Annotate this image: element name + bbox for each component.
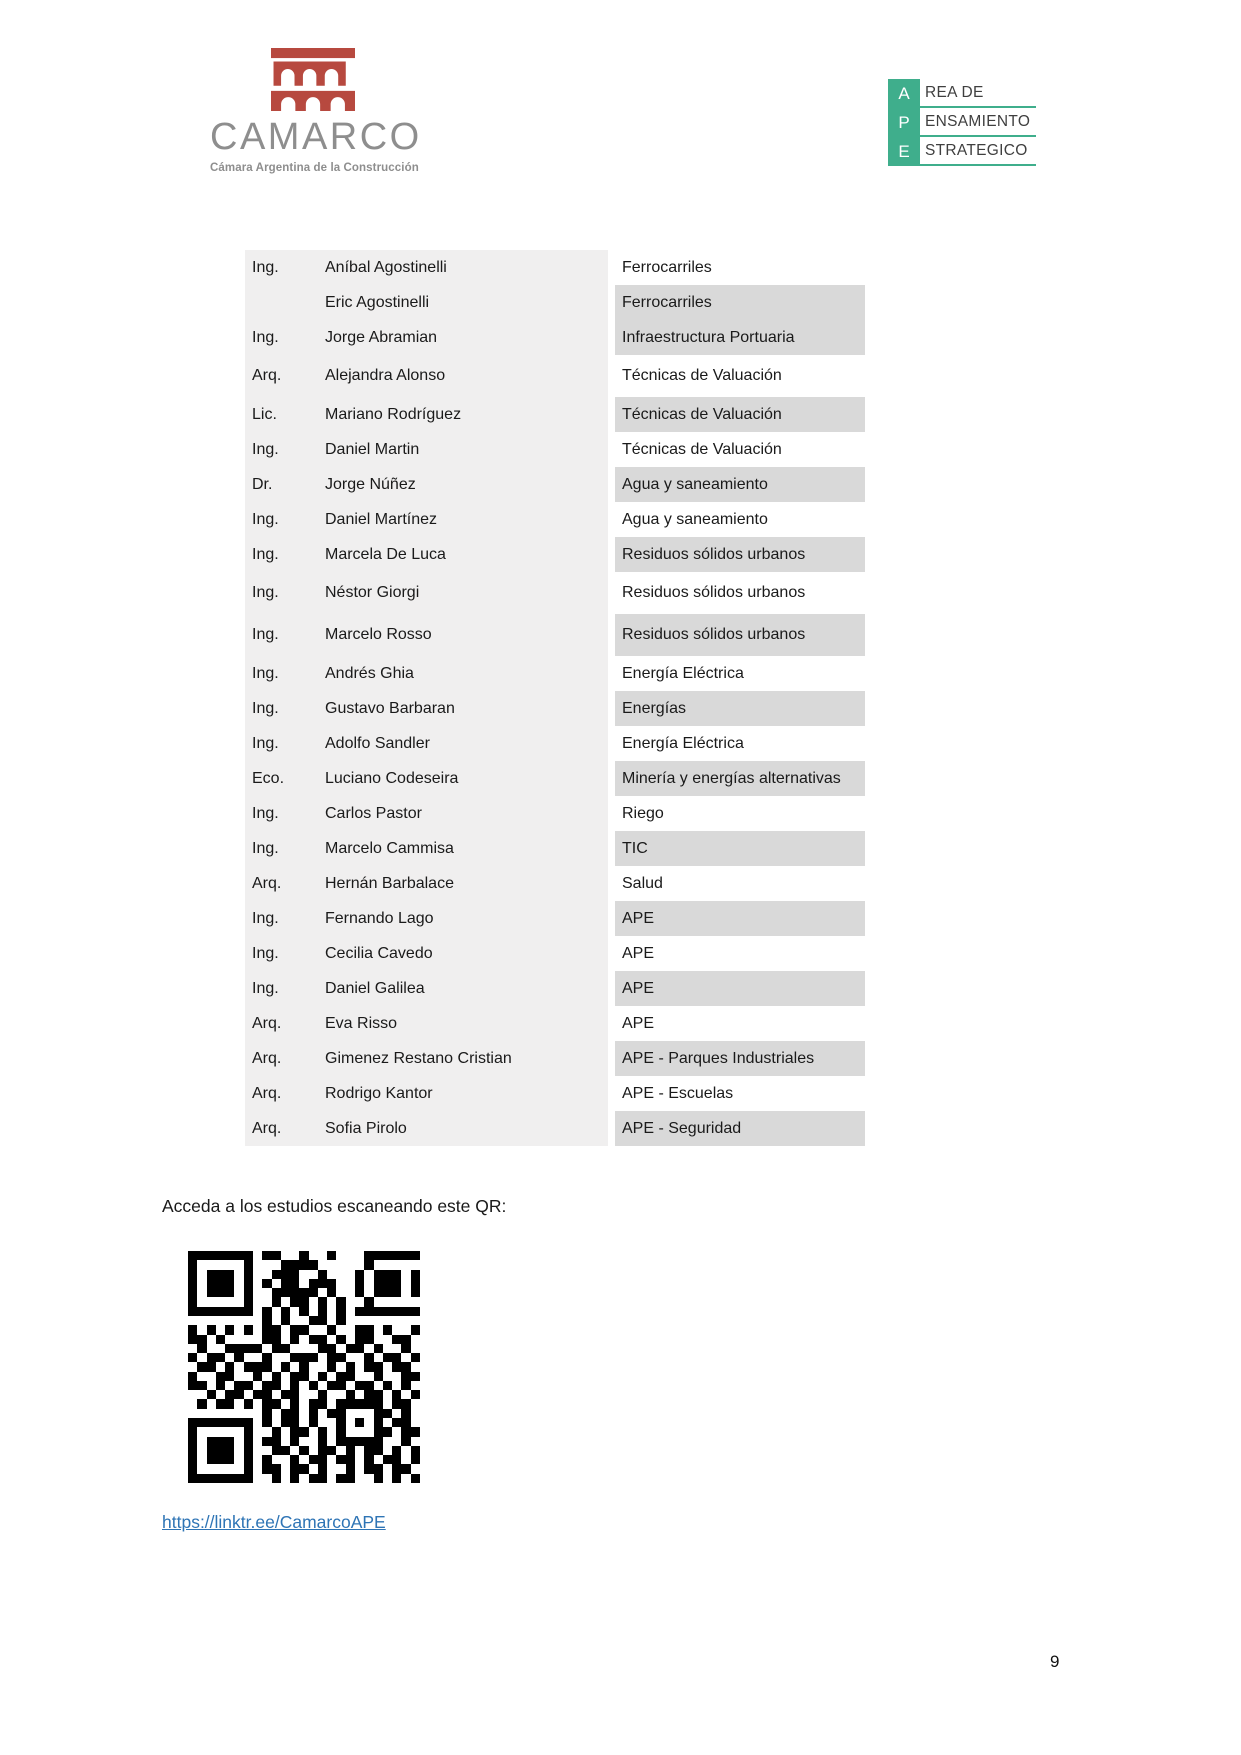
member-name: Hernán Barbalace (325, 866, 608, 901)
table-row (245, 726, 865, 761)
member-name: Aníbal Agostinelli (325, 250, 608, 285)
table-row (245, 614, 865, 656)
member-area: Agua y saneamiento (615, 467, 865, 502)
table-row (245, 250, 865, 285)
table-row (245, 831, 865, 866)
table-row (245, 656, 865, 691)
member-area: Ferrocarriles (615, 250, 865, 285)
member-name: Jorge Núñez (325, 467, 608, 502)
member-name: Andrés Ghia (325, 656, 608, 691)
table-row (245, 355, 865, 397)
member-name: Mariano Rodríguez (325, 397, 608, 432)
ape-letter-a: A (898, 83, 910, 103)
member-title: Ing. (245, 726, 325, 761)
column-gutter (608, 971, 615, 1006)
table-row (245, 320, 865, 355)
member-title: Eco. (245, 761, 325, 796)
member-name: Fernando Lago (325, 901, 608, 936)
ape-wordmark (920, 79, 1036, 166)
column-gutter (608, 397, 615, 432)
member-area: Residuos sólidos urbanos (615, 572, 865, 614)
member-name: Jorge Abramian (325, 320, 608, 355)
column-gutter (608, 537, 615, 572)
column-gutter (608, 1076, 615, 1111)
member-area: APE - Parques Industriales (615, 1041, 865, 1076)
column-gutter (608, 572, 615, 614)
aqueduct-icon (271, 48, 355, 111)
table-row (245, 761, 865, 796)
member-area: Técnicas de Valuación (615, 397, 865, 432)
member-name: Marcelo Cammisa (325, 831, 608, 866)
member-area: Infraestructura Portuaria (615, 320, 865, 355)
member-title: Ing. (245, 971, 325, 1006)
member-name: Marcelo Rosso (325, 614, 608, 656)
table-row (245, 866, 865, 901)
table-row (245, 936, 865, 971)
column-gutter (608, 936, 615, 971)
column-gutter (608, 614, 615, 656)
member-title: Ing. (245, 432, 325, 467)
column-gutter (608, 656, 615, 691)
ape-row-area: REA DE (920, 79, 1036, 108)
table-row (245, 537, 865, 572)
column-gutter (608, 726, 615, 761)
member-area: Técnicas de Valuación (615, 355, 865, 397)
table-row (245, 901, 865, 936)
table-row (245, 1006, 865, 1041)
table-row (245, 502, 865, 537)
linktree-link[interactable]: https://linktr.ee/CamarcoAPE (162, 1512, 386, 1532)
member-title: Ing. (245, 572, 325, 614)
table-row (245, 397, 865, 432)
ape-row-estrategico: STRATEGICO (920, 137, 1036, 166)
column-gutter (608, 320, 615, 355)
member-title: Ing. (245, 936, 325, 971)
column-gutter (608, 901, 615, 936)
member-title: Ing. (245, 796, 325, 831)
member-title: Ing. (245, 320, 325, 355)
column-gutter (608, 796, 615, 831)
member-name: Marcela De Luca (325, 537, 608, 572)
member-name: Carlos Pastor (325, 796, 608, 831)
member-name: Gimenez Restano Cristian (325, 1041, 608, 1076)
member-name: Cecilia Cavedo (325, 936, 608, 971)
member-area: APE (615, 936, 865, 971)
member-name: Luciano Codeseira (325, 761, 608, 796)
ape-green-bar (888, 79, 920, 166)
column-gutter (608, 502, 615, 537)
members-table (245, 250, 865, 1146)
member-name: Rodrigo Kantor (325, 1076, 608, 1111)
member-name: Eva Risso (325, 1006, 608, 1041)
member-name: Sofia Pirolo (325, 1111, 608, 1146)
column-gutter (608, 250, 615, 285)
member-area: APE (615, 1006, 865, 1041)
camarco-wordmark: CAMARCO (210, 116, 422, 158)
page-number: 9 (1050, 1652, 1060, 1671)
column-gutter (608, 831, 615, 866)
table-row (245, 691, 865, 726)
member-title: Arq. (245, 1006, 325, 1041)
member-area: APE - Seguridad (615, 1111, 865, 1146)
member-area: Energía Eléctrica (615, 726, 865, 761)
column-gutter (608, 866, 615, 901)
member-area: Salud (615, 866, 865, 901)
table-row (245, 1076, 865, 1111)
member-name: Daniel Martínez (325, 502, 608, 537)
member-title: Arq. (245, 355, 325, 397)
member-title: Ing. (245, 831, 325, 866)
table-row (245, 971, 865, 1006)
member-area: Residuos sólidos urbanos (615, 614, 865, 656)
member-area: Residuos sólidos urbanos (615, 537, 865, 572)
member-area: Energías (615, 691, 865, 726)
column-gutter (608, 1006, 615, 1041)
column-gutter (608, 355, 615, 397)
qr-caption: Acceda a los estudios escaneando este QR: (162, 1196, 507, 1216)
member-title: Ing. (245, 250, 325, 285)
member-area: APE (615, 901, 865, 936)
member-title: Ing. (245, 901, 325, 936)
column-gutter (608, 1111, 615, 1146)
member-area: Riego (615, 796, 865, 831)
member-title: Ing. (245, 537, 325, 572)
member-name: Eric Agostinelli (325, 285, 608, 320)
member-area: TIC (615, 831, 865, 866)
member-title: Ing. (245, 691, 325, 726)
member-name: Gustavo Barbaran (325, 691, 608, 726)
camarco-logo (210, 48, 422, 174)
ape-letter-p: P (898, 112, 910, 132)
member-name: Daniel Martin (325, 432, 608, 467)
member-area: Ferrocarriles (615, 285, 865, 320)
member-area: APE (615, 971, 865, 1006)
member-title: Ing. (245, 614, 325, 656)
column-gutter (608, 432, 615, 467)
column-gutter (608, 285, 615, 320)
member-title: Arq. (245, 1076, 325, 1111)
member-name: Adolfo Sandler (325, 726, 608, 761)
table-row (245, 467, 865, 502)
member-title (245, 285, 325, 320)
member-title: Arq. (245, 866, 325, 901)
ape-row-pensamiento: ENSAMIENTO (920, 108, 1036, 137)
member-title: Lic. (245, 397, 325, 432)
member-name: Alejandra Alonso (325, 355, 608, 397)
member-area: Agua y saneamiento (615, 502, 865, 537)
column-gutter (608, 467, 615, 502)
ape-letter-e: E (898, 141, 910, 161)
member-area: Técnicas de Valuación (615, 432, 865, 467)
ape-logo (888, 79, 1036, 166)
member-title: Ing. (245, 502, 325, 537)
member-area: Energía Eléctrica (615, 656, 865, 691)
table-row (245, 1041, 865, 1076)
member-name: Daniel Galilea (325, 971, 608, 1006)
member-title: Arq. (245, 1111, 325, 1146)
member-title: Ing. (245, 656, 325, 691)
column-gutter (608, 691, 615, 726)
table-row (245, 432, 865, 467)
column-gutter (608, 1041, 615, 1076)
table-row (245, 1111, 865, 1146)
column-gutter (608, 761, 615, 796)
member-area: APE - Escuelas (615, 1076, 865, 1111)
member-title: Arq. (245, 1041, 325, 1076)
member-area: Minería y energías alternativas (615, 761, 865, 796)
table-row (245, 796, 865, 831)
camarco-tagline: Cámara Argentina de la Construcción (210, 161, 419, 174)
member-name: Néstor Giorgi (325, 572, 608, 614)
member-title: Dr. (245, 467, 325, 502)
qr-code (188, 1251, 420, 1483)
table-row (245, 285, 865, 320)
table-row (245, 572, 865, 614)
